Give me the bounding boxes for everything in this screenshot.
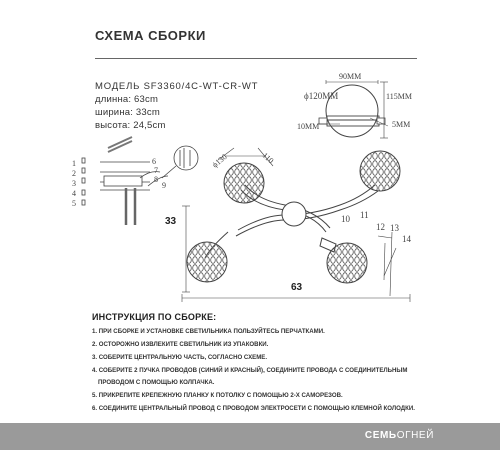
dim-120mm: ϕ120MM — [304, 91, 339, 101]
spec-width: ширина: 33cm — [95, 107, 160, 118]
instructions-title: ИНСТРУКЦИЯ ПО СБОРКЕ: — [92, 312, 217, 322]
instruction-step: 5. ПРИКРЕПИТЕ КРЕПЕЖНУЮ ПЛАНКУ К ПОТОЛКУ С ПОМОЩЬЮ 2-Х САМОРЕЗОВ. — [92, 391, 343, 399]
page-title: СХЕМА СБОРКИ — [95, 28, 206, 43]
callout-7: 7 — [154, 166, 158, 175]
instruction-step: 3. СОБЕРИТЕ ЦЕНТРАЛЬНУЮ ЧАСТЬ, СОГЛАСНО СХЕМЕ. — [92, 353, 268, 361]
instruction-step: 1. ПРИ СБОРКЕ И УСТАНОВКЕ СВЕТИЛЬНИКА ПОЛЬЗУЙТЕСЬ ПЕРЧАТКАМИ. — [92, 328, 325, 335]
callout-14: 14 — [402, 234, 411, 244]
instruction-step-continued: ПРОВОДОМ С ПОМОЩЬЮ КОЛПАЧКА. — [98, 378, 215, 386]
dim-height-33: 33 — [165, 216, 177, 227]
brand-light: ОГНЕЙ — [396, 430, 434, 441]
callout-3: 3 — [72, 179, 76, 188]
callout-11: 11 — [360, 210, 369, 220]
dim-110: 110 — [260, 150, 276, 166]
dim-90mm: 90MM — [339, 72, 362, 81]
dim-5mm: 5MM — [392, 120, 411, 129]
callout-4: 4 — [72, 189, 76, 198]
brand-bold: СЕМЬ — [364, 430, 397, 441]
callout-12: 12 — [376, 222, 385, 232]
callout-6: 6 — [152, 157, 156, 166]
instruction-step: 6. СОЕДИНИТЕ ЦЕНТРАЛЬНЫЙ ПРОВОД С ПРОВОДОМ ЭЛЕКТРОСЕТИ С ПОМОЩЬЮ КЛЕМНОЙ КОЛОДКИ. — [92, 404, 415, 412]
instruction-step: 2. ОСТОРОЖНО ИЗВЛЕКИТЕ СВЕТИЛЬНИК ИЗ УПАКОВКИ. — [92, 340, 269, 348]
callout-8: 8 — [154, 175, 158, 184]
footer-bar — [0, 423, 500, 450]
callout-13: 13 — [390, 223, 399, 233]
dim-115mm: 115MM — [386, 92, 412, 101]
callout-5: 5 — [72, 199, 76, 208]
spec-length: длинна: 63cm — [95, 94, 159, 105]
brand-logo — [365, 430, 434, 441]
callout-2: 2 — [72, 169, 76, 178]
hardware-parts — [82, 137, 198, 225]
canopy-detail — [297, 72, 412, 138]
dim-length-63: 63 — [291, 282, 303, 293]
callout-10: 10 — [341, 214, 350, 224]
instruction-step: 4. СОБЕРИТЕ 2 ПУЧКА ПРОВОДОВ (СИНИЙ И КРАСНЫЙ), СОЕДИНИТЕ ПРОВОДА С СОЕДИНИТЕЛЬНЫМ — [92, 366, 408, 374]
instructions-list — [92, 326, 422, 415]
dim-10mm: 10MM — [297, 122, 320, 131]
callout-9: 9 — [162, 181, 166, 190]
callout-1: 1 — [72, 159, 76, 168]
dim-130: ϕ130 — [210, 152, 229, 170]
spec-height: высота: 24,5cm — [95, 120, 166, 131]
spec-model: МОДЕЛЬ SF3360/4C-WT-CR-WT — [95, 81, 259, 92]
